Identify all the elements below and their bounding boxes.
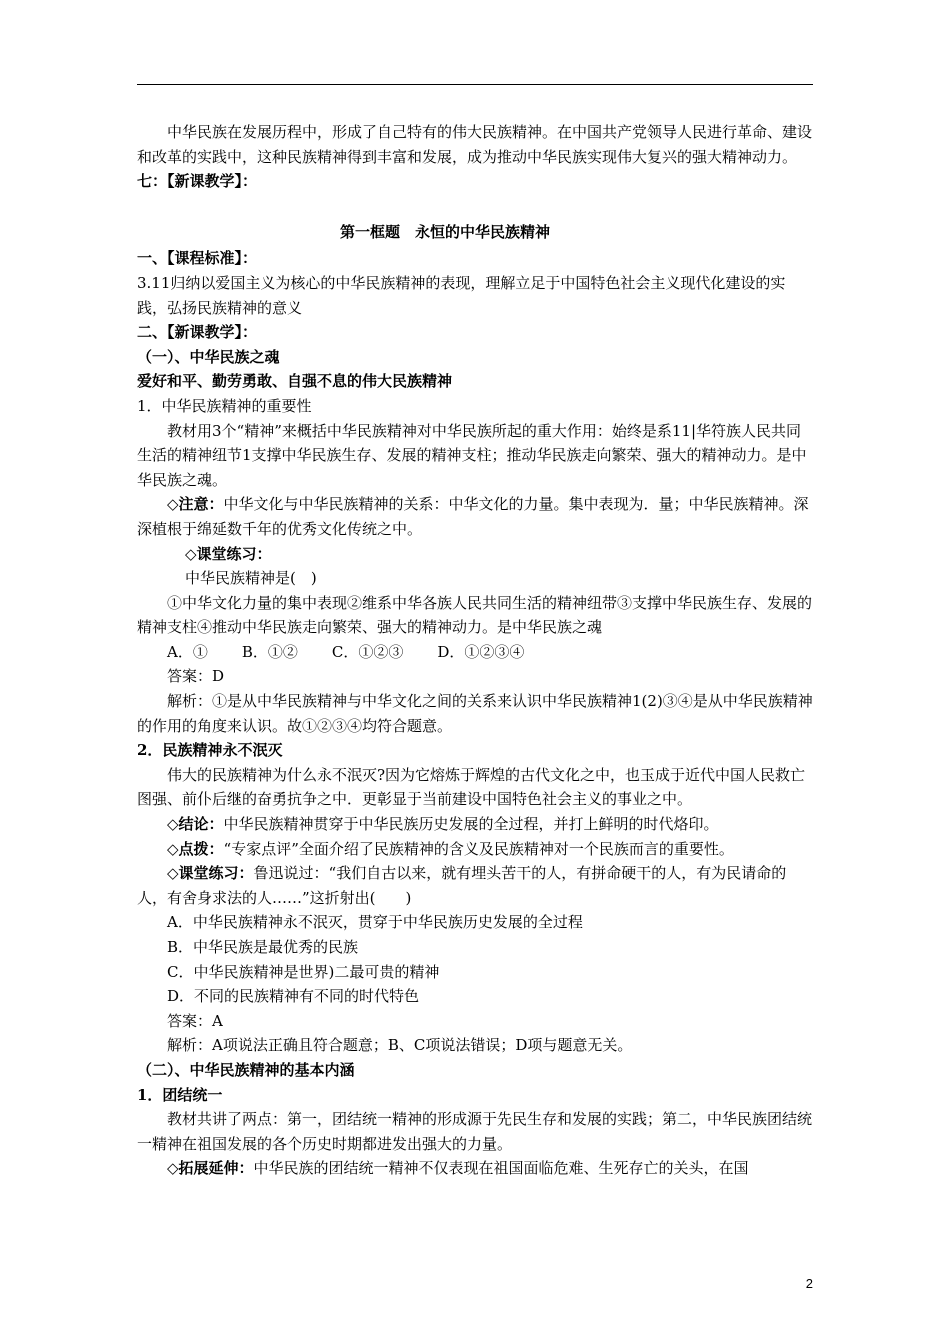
intro-paragraph: 中华民族在发展历程中，形成了自己特有的伟大民族精神。在中国共产党领导人民进行革命、建设和改革的实践中，这种民族精神得到丰富和发展，成为推动中华民族实现伟大复兴的强大精神动力。 [137, 123, 813, 166]
q2-analysis: 解析：A项说法正确且符合题意；B、C项说法错误；D项与题意无关。 [167, 1036, 633, 1055]
q2-paragraph [137, 861, 813, 910]
note-paragraph [137, 492, 813, 541]
section-heading: 七：【新课教学】： [137, 172, 258, 191]
conclusion-label: ◇结论： [167, 815, 224, 834]
page-title: 第一框题 永恒的中华民族精神 [339, 222, 550, 241]
extend-paragraph [137, 1156, 813, 1181]
header-rule [137, 84, 813, 85]
q2-stem: 鲁迅说过：“我们自古以来，就有埋头苦干的人，有拼命硬干的人，有为民请命的人，有舍身求法的人……”这折射出( ) [137, 864, 787, 907]
heading-teaching: 二、【新课教学】： [137, 323, 258, 342]
q1-answer: 答案：D [167, 667, 225, 686]
q1-option-d: D．①②③④ [437, 642, 525, 661]
heading-soul: （一）、中华民族之魂 [137, 347, 280, 366]
heading-connotation: （二）、中华民族精神的基本内涵 [137, 1060, 355, 1079]
importance-paragraph: 教材用3个“精神”来概括中华民族精神对中华民族所起的重大作用：始终是系11|华符族人民共同生活的精神纽节1支撑中华民族生存、发展的精神支柱；推动华民族走向繁荣、强大的精神动力。是中华民族之魂。 [137, 421, 807, 489]
q1-stem: 中华民族精神是( ) [185, 569, 317, 588]
never-die-paragraph: 伟大的民族精神为什么永不泯灭?因为它熔炼于辉煌的古代文化之中，也玉成于近代中国人民救亡图强、前仆后继的奋勇抗争之中．更彰显于当前建设中国特色社会主义的事业之中。 [137, 765, 806, 809]
q1-option-c: C．①②③ [331, 642, 404, 661]
q2-answer: 答案：A [167, 1011, 223, 1030]
note-text: 中华文化与中华民族精神的关系：中华文化的力量。集中表现为．量；中华民族精神。深深植根于绵延数千年的优秀文化传统之中。 [137, 495, 809, 538]
heading-importance: 1．中华民族精神的重要性 [137, 396, 312, 415]
q1-options [137, 640, 813, 665]
q1-option-b: B．①② [241, 642, 298, 661]
heading-never-die: 2．民族精神永不泯灭 [137, 741, 283, 760]
q2-option-b: B．中华民族是最优秀的民族 [167, 938, 359, 956]
note-label: ◇注意： [167, 495, 224, 514]
conclusion-text: 中华民族精神贯穿于中华民族历史发展的全过程，并打上鲜明的时代烙印。 [223, 815, 719, 834]
q2-option-a: A．中华民族精神永不泯灭，贯穿于中华民族历史发展的全过程 [167, 913, 583, 932]
q1-option-a: A．① [167, 642, 208, 661]
heading-spirit: 爱好和平、勤劳勇敢、自强不息的伟大民族精神 [137, 372, 453, 391]
heading-unity: 1．团结统一 [137, 1085, 223, 1104]
q2-option-c: C．中华民族精神是世界)二最可贵的精神 [167, 962, 440, 981]
tip-label: ◇点拨： [167, 839, 224, 858]
standard-paragraph: 3.11归纳以爱国主义为核心的中华民族精神的表现，理解立足于中国特色社会主义现代化建设的实践，弘扬民族精神的意义 [137, 273, 786, 317]
extend-text: 中华民族的团结统一精神不仅表现在祖国面临危难、生死存亡的关头，在国 [253, 1159, 749, 1178]
q1-items: ①中华文化力量的集中表现②维系中华各族人民共同生活的精神纽带③支撑中华民族生存、发展的精神支柱④推动中华民族走向繁荣、强大的精神动力。是中华民族之魂 [137, 593, 813, 637]
heading-standard: 一、【课程标准】： [137, 249, 258, 268]
tip-text: “专家点评”全面介绍了民族精神的含义及民族精神对一个民族而言的重要性。 [223, 839, 734, 858]
practice2-label: ◇课堂练习： [167, 864, 254, 883]
document-body [137, 120, 813, 1181]
extend-label: ◇拓展延伸： [167, 1159, 254, 1178]
conclusion-paragraph [137, 812, 813, 837]
unity-paragraph: 教材共讲了两点：第一，团结统一精神的形成源于先民生存和发展的实践；第二，中华民族团结统一精神在祖国发展的各个历史时期都进发出强大的力量。 [137, 1110, 813, 1153]
q1-analysis: 解析：①是从中华民族精神与中华文化之间的关系来认识中华民族精神1(2)③④是从中华民族精神的作用的角度来认识。故①②③④均符合题意。 [137, 692, 813, 735]
tip-paragraph [137, 837, 813, 862]
practice1-label: ◇课堂练习： [185, 544, 272, 563]
page-number: 2 [805, 1276, 813, 1291]
q2-option-d: D．不同的民族精神有不同的时代特色 [167, 987, 420, 1006]
